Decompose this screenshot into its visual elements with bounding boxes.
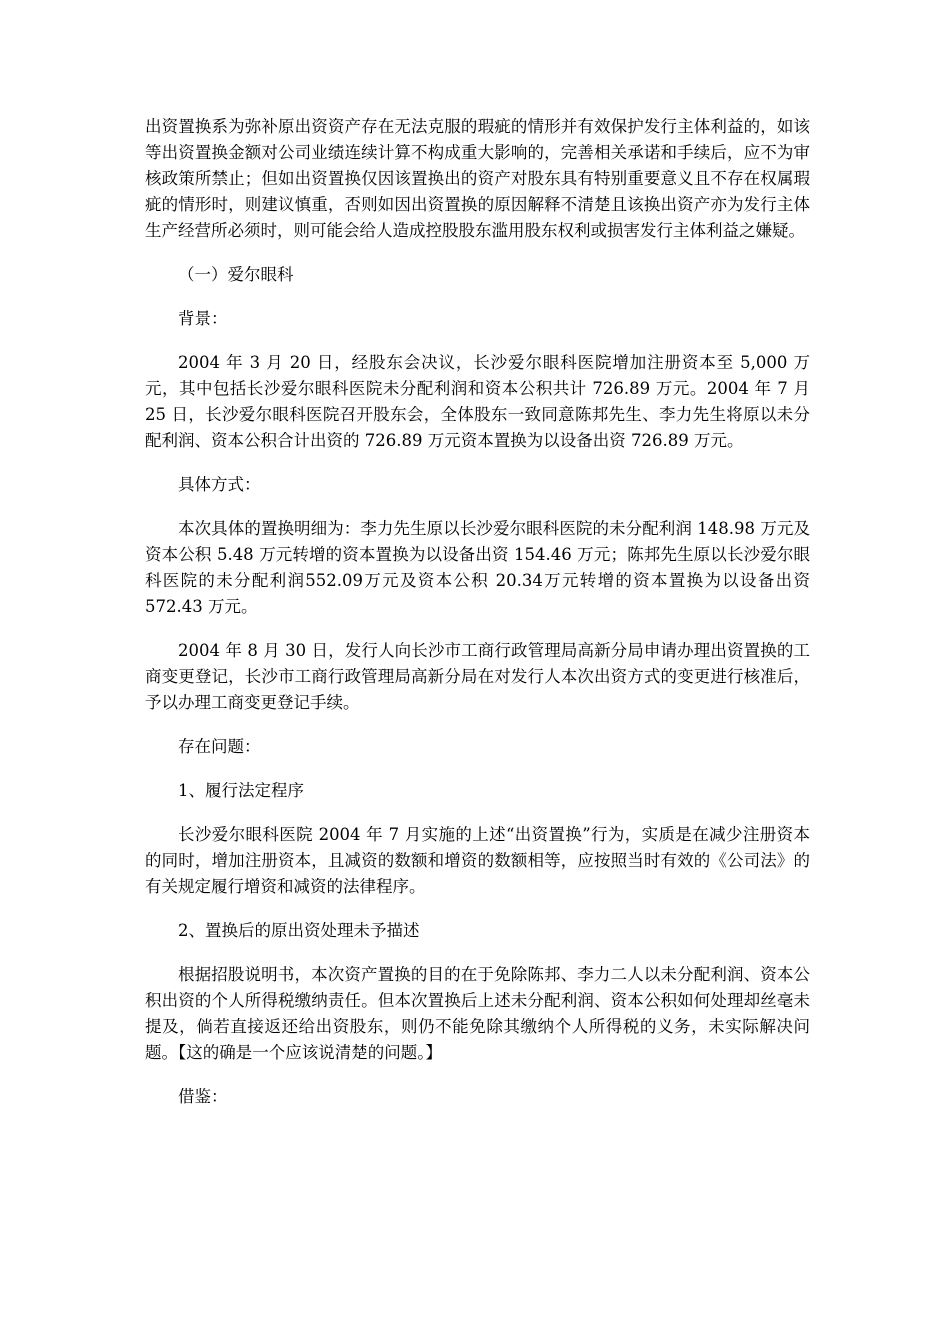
paragraph-registration: 2004 年 8 月 30 日，发行人向长沙市工商行政管理局高新分局申请办理出资置换的工商变更登记，长沙市工商行政管理局高新分局在对发行人本次出资方式的变更进行核准后，予以办理工商变更登记手续。: [145, 641, 810, 712]
paragraph-method-details: 本次具体的置换明细为：李力先生原以长沙爱尔眼科医院的未分配利润 148.98 万元及资本公积 5.48 万元转增的资本置换为以设备出资 154.46 万元；陈邦先生原以长沙爱尔眼科医院的未分配利润552.09万元及资本公积 20.34万元转增的资本置换为以设备出资572.43 万元。: [145, 519, 810, 616]
issue-heading-2: 2、置换后的原出资处理未予描述: [178, 921, 420, 940]
section-heading-aier-eye: （一）爱尔眼科: [178, 265, 294, 284]
subheading-reference: 借鉴：: [178, 1087, 228, 1106]
document-page: [145, 114, 810, 1128]
paragraph-issue-2: 根据招股说明书，本次资产置换的目的在于免除陈邦、李力二人以未分配利润、资本公积出资的个人所得税缴纳责任。但本次置换后上述未分配利润、资本公积如何处理却丝毫未提及，倘若直接返还给出资股东，则仍不能免除其缴纳个人所得税的义务，未实际解决问题。【这的确是一个应该说清楚的问题。】: [145, 965, 810, 1062]
paragraph-intro: 出资置换系为弥补原出资资产存在无法克服的瑕疵的情形并有效保护发行主体利益的，如该等出资置换金额对公司业绩连续计算不构成重大影响的，完善相关承诺和手续后，应不为审核政策所禁止；但如出资置换仅因该置换出的资产对股东具有特别重要意义且不存在权属瑕疵的情形时，则建议慎重，否则如因出资置换的原因解释不清楚且该换出资产亦为发行主体生产经营所必须时，则可能会给人造成控股股东滥用股东权利或损害发行主体利益之嫌疑。: [145, 117, 810, 240]
paragraph-issue-1: 长沙爱尔眼科医院 2004 年 7 月实施的上述“出资置换”行为，实质是在减少注册资本的同时，增加注册资本，且减资的数额和增资的数额相等，应按照当时有效的《公司法》的有关规定履行增资和减资的法律程序。: [145, 825, 810, 896]
subheading-background: 背景：: [178, 309, 228, 328]
subheading-method: 具体方式：: [178, 475, 261, 494]
issue-heading-1: 1、履行法定程序: [178, 781, 304, 800]
subheading-issues: 存在问题：: [178, 737, 261, 756]
paragraph-background: 2004 年 3 月 20 日，经股东会决议，长沙爱尔眼科医院增加注册资本至 5,000 万元，其中包括长沙爱尔眼科医院未分配利润和资本公积共计 726.89 万元。2004 年 7 月 25 日，长沙爱尔眼科医院召开股东会，全体股东一致同意陈邦先生、李力先生将原以未分配利润、资本公积合计出资的 726.89 万元资本置换为以设备出资 726.89 万元。: [145, 353, 810, 450]
